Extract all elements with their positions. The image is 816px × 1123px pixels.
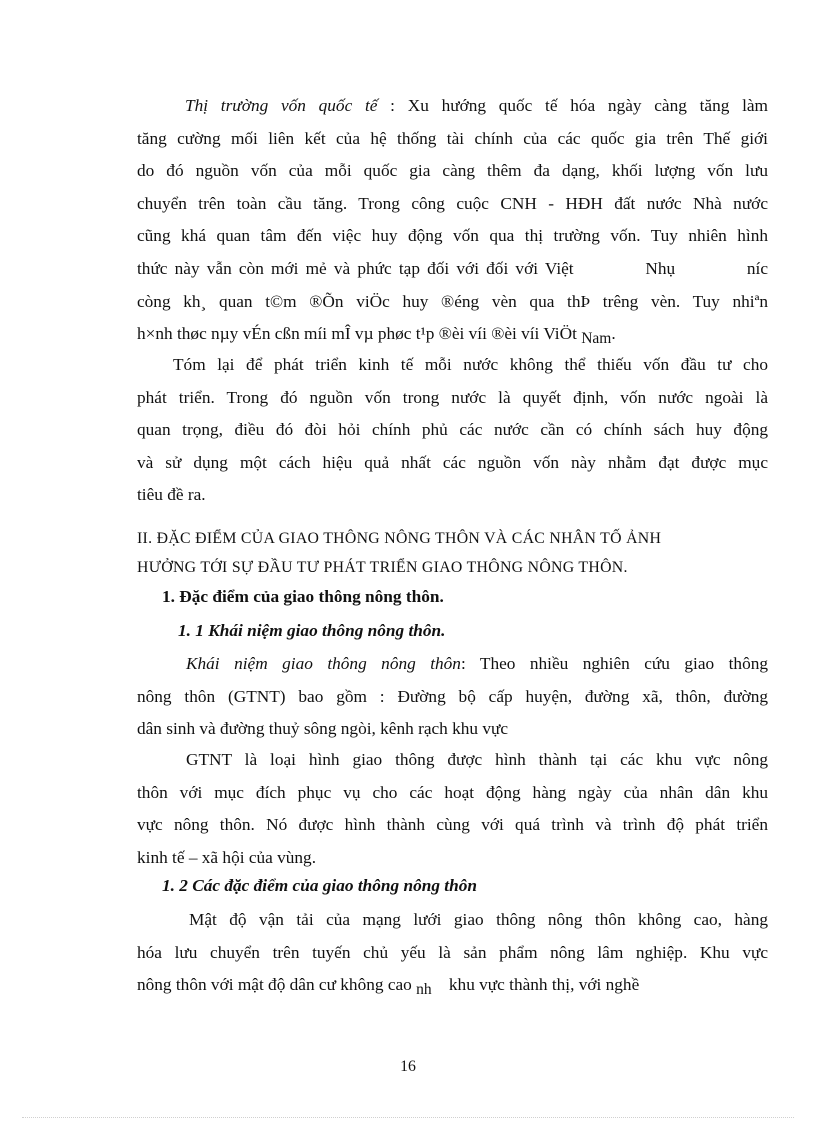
paragraph-definition: Khái niệm giao thông nông thôn: Theo nhiều nghiên cứu giao thông nông thôn (GTNT) bao gồm : Đường bộ cấp huyện, đường xã, thôn, đường dân sinh và đường thuỷ sông ngòi, kênh rạch khu vực [137,654,768,739]
heading-1: 1. Đặc điểm của giao thông nông thôn. [162,587,444,606]
paragraph-capital-markets: Thị trường vốn quốc tế : Xu hướng quốc tế hóa ngày càng tăng làm tăng cường mối liên kết của hệ thống tài chính của các quốc gia trên Thế giới do đó nguồn vốn của mỗi quốc gia càng thêm đa dạng, khối lượng vốn lưu chuyển trên toàn cầu tăng. Trong công cuộc CNH - HĐH đất nước Nhà nước cũng khá quan tâm đến việc huy động vốn qua thị trường vốn. Tuy nhiên hình thức này vẫn còn mới mẻ và phức tạp đối với đối với Việt Nhụ níc còng kh¸ quan t©m ®Õn viÖc huy ®éng vèn qua thÞ trêng vèn. Tuy nhiªn h×nh thøc nµy vÉn cßn míi mÎ vµ phøc t¹p ®èi víi ®èi víi ViÖt Nam. [137,96,768,348]
term-rural-transport-definition: Khái niệm giao thông nông thôn [186,654,461,673]
heading-1-2: 1. 2 Các đặc điểm của giao thông nông thôn [162,876,477,895]
paragraph-gtnt: GTNT là loại hình giao thông được hình thành tại các khu vực nông thôn với mục đích phục vụ cho các hoạt động hàng ngày của nhân dân khu vực nông thôn. Nó được hình thành cùng với quá trình và trình độ phát triển kinh tế – xã hội của vùng. [137,750,768,867]
paragraph-summary: Tóm lại để phát triển kinh tế mỗi nước không thể thiếu vốn đầu tư cho phát triển. Trong đó nguồn vốn trong nước là quyết định, vốn nước ngoài là quan trọng, điều đó đòi hỏi chính phủ các nước cần có chính sách huy động và sử dụng một cách hiệu quả nhất các nguồn vốn này nhằm đạt được mục tiêu đề ra. [137,355,768,505]
paragraph-characteristics: Mật độ vận tải của mạng lưới giao thông nông thôn không cao, hàng hóa lưu chuyển trên tuyến chủ yếu là sản phẩm nông lâm nghiệp. Khu vực nông thôn với mật độ dân cư không cao nh khu vực thành thị, với nghề [137,910,768,999]
term-international-capital-market: Thị trường vốn quốc tế [185,96,378,115]
page-number: 16 [400,1058,416,1075]
heading-1-1: 1. 1 Khái niệm giao thông nông thôn. [178,621,446,640]
section-heading-ii: II. ĐẶC ĐIỂM CỦA GIAO THÔNG NÔNG THÔN VÀ CÁC NHÂN TỐ ẢNH HƯỞNG TỚI SỰ ĐẦU TƯ PHÁT TRIỂN GIAO THÔNG NÔNG THÔN. [137,530,662,576]
page-bottom-border [22,1117,794,1118]
